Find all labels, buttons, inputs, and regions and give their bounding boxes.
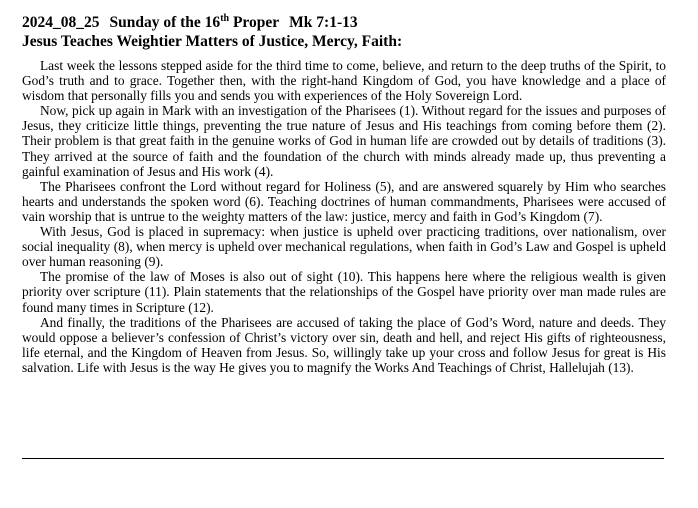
- paragraph-1: Last week the lessons stepped aside for the third time to come, believe, and return to the deep truths of the Spirit, to God’s truth and to grace. Together then, with the right-hand Kingdom of God, you have knowledge and a place of wisdom that personally fills you and sends you with experiences of the Holy Sovereign Lord.: [22, 58, 666, 104]
- sermon-date: 2024_08_25: [22, 14, 100, 31]
- scripture-reference: Mk 7:1-13: [289, 14, 358, 31]
- paragraph-5: The promise of the law of Moses is also out of sight (10). This happens here where the religious wealth is given priority over scripture (11). Plain statements that the relationships of the Gospel have priority over man made rules are found many times in Scripture (12).: [22, 269, 666, 315]
- sunday-designation: Sunday of the 16th Proper: [109, 13, 280, 31]
- ordinal-suffix: th: [220, 13, 230, 24]
- page-title: [22, 14, 666, 32]
- paragraph-3: The Pharisees confront the Lord without regard for Holiness (5), and are answered squarely by Him who searches hearts and understands the spoken word (6). Teaching doctrines of human commandments, Pharisees were accused of vain worship that is untrue to the weighty matters of the law: justice, mercy and faith in God’s Kingdom (7).: [22, 178, 666, 224]
- paragraph-4: With Jesus, God is placed in supremacy: when justice is upheld over practicing traditions, over nationalism, over social inequality (8), when mercy is upheld over mechanical regulations, when faith in God’s Law and Gospel is upheld over human reasoning (9).: [22, 224, 666, 270]
- paragraph-6: And finally, the traditions of the Pharisees are accused of taking the place of God’s Word, nature and deeds. They would oppose a believer’s confession of Christ’s victory over sin, death and hell, and reject His gifts of righteousness, life eternal, and the Kingdom of Heaven from Jesus. So, willingly take up your cross and follow Jesus for great is His salvation. Life with Jesus is the way He gives you to magnify the Works And Teachings of Christ, Hallelujah (13).: [22, 314, 666, 375]
- paragraph-2: Now, pick up again in Mark with an investigation of the Pharisees (1). Without regard for the issues and purposes of Jesus, they criticize little things, preventing the true nature of Jesus and His teachings from coming before them (2). Their problem is that great faith in the genuine works of God in human life are crowded out by details of traditions (3). They arrived at the source of faith and the foundation of the church with minds already made up, thus preventing a gainful examination of Jesus and His work (4).: [22, 103, 666, 179]
- horizontal-divider: [22, 458, 664, 459]
- sermon-subtitle: Jesus Teaches Weightier Matters of Justice, Mercy, Faith:: [22, 33, 403, 50]
- sermon-document: [22, 14, 666, 375]
